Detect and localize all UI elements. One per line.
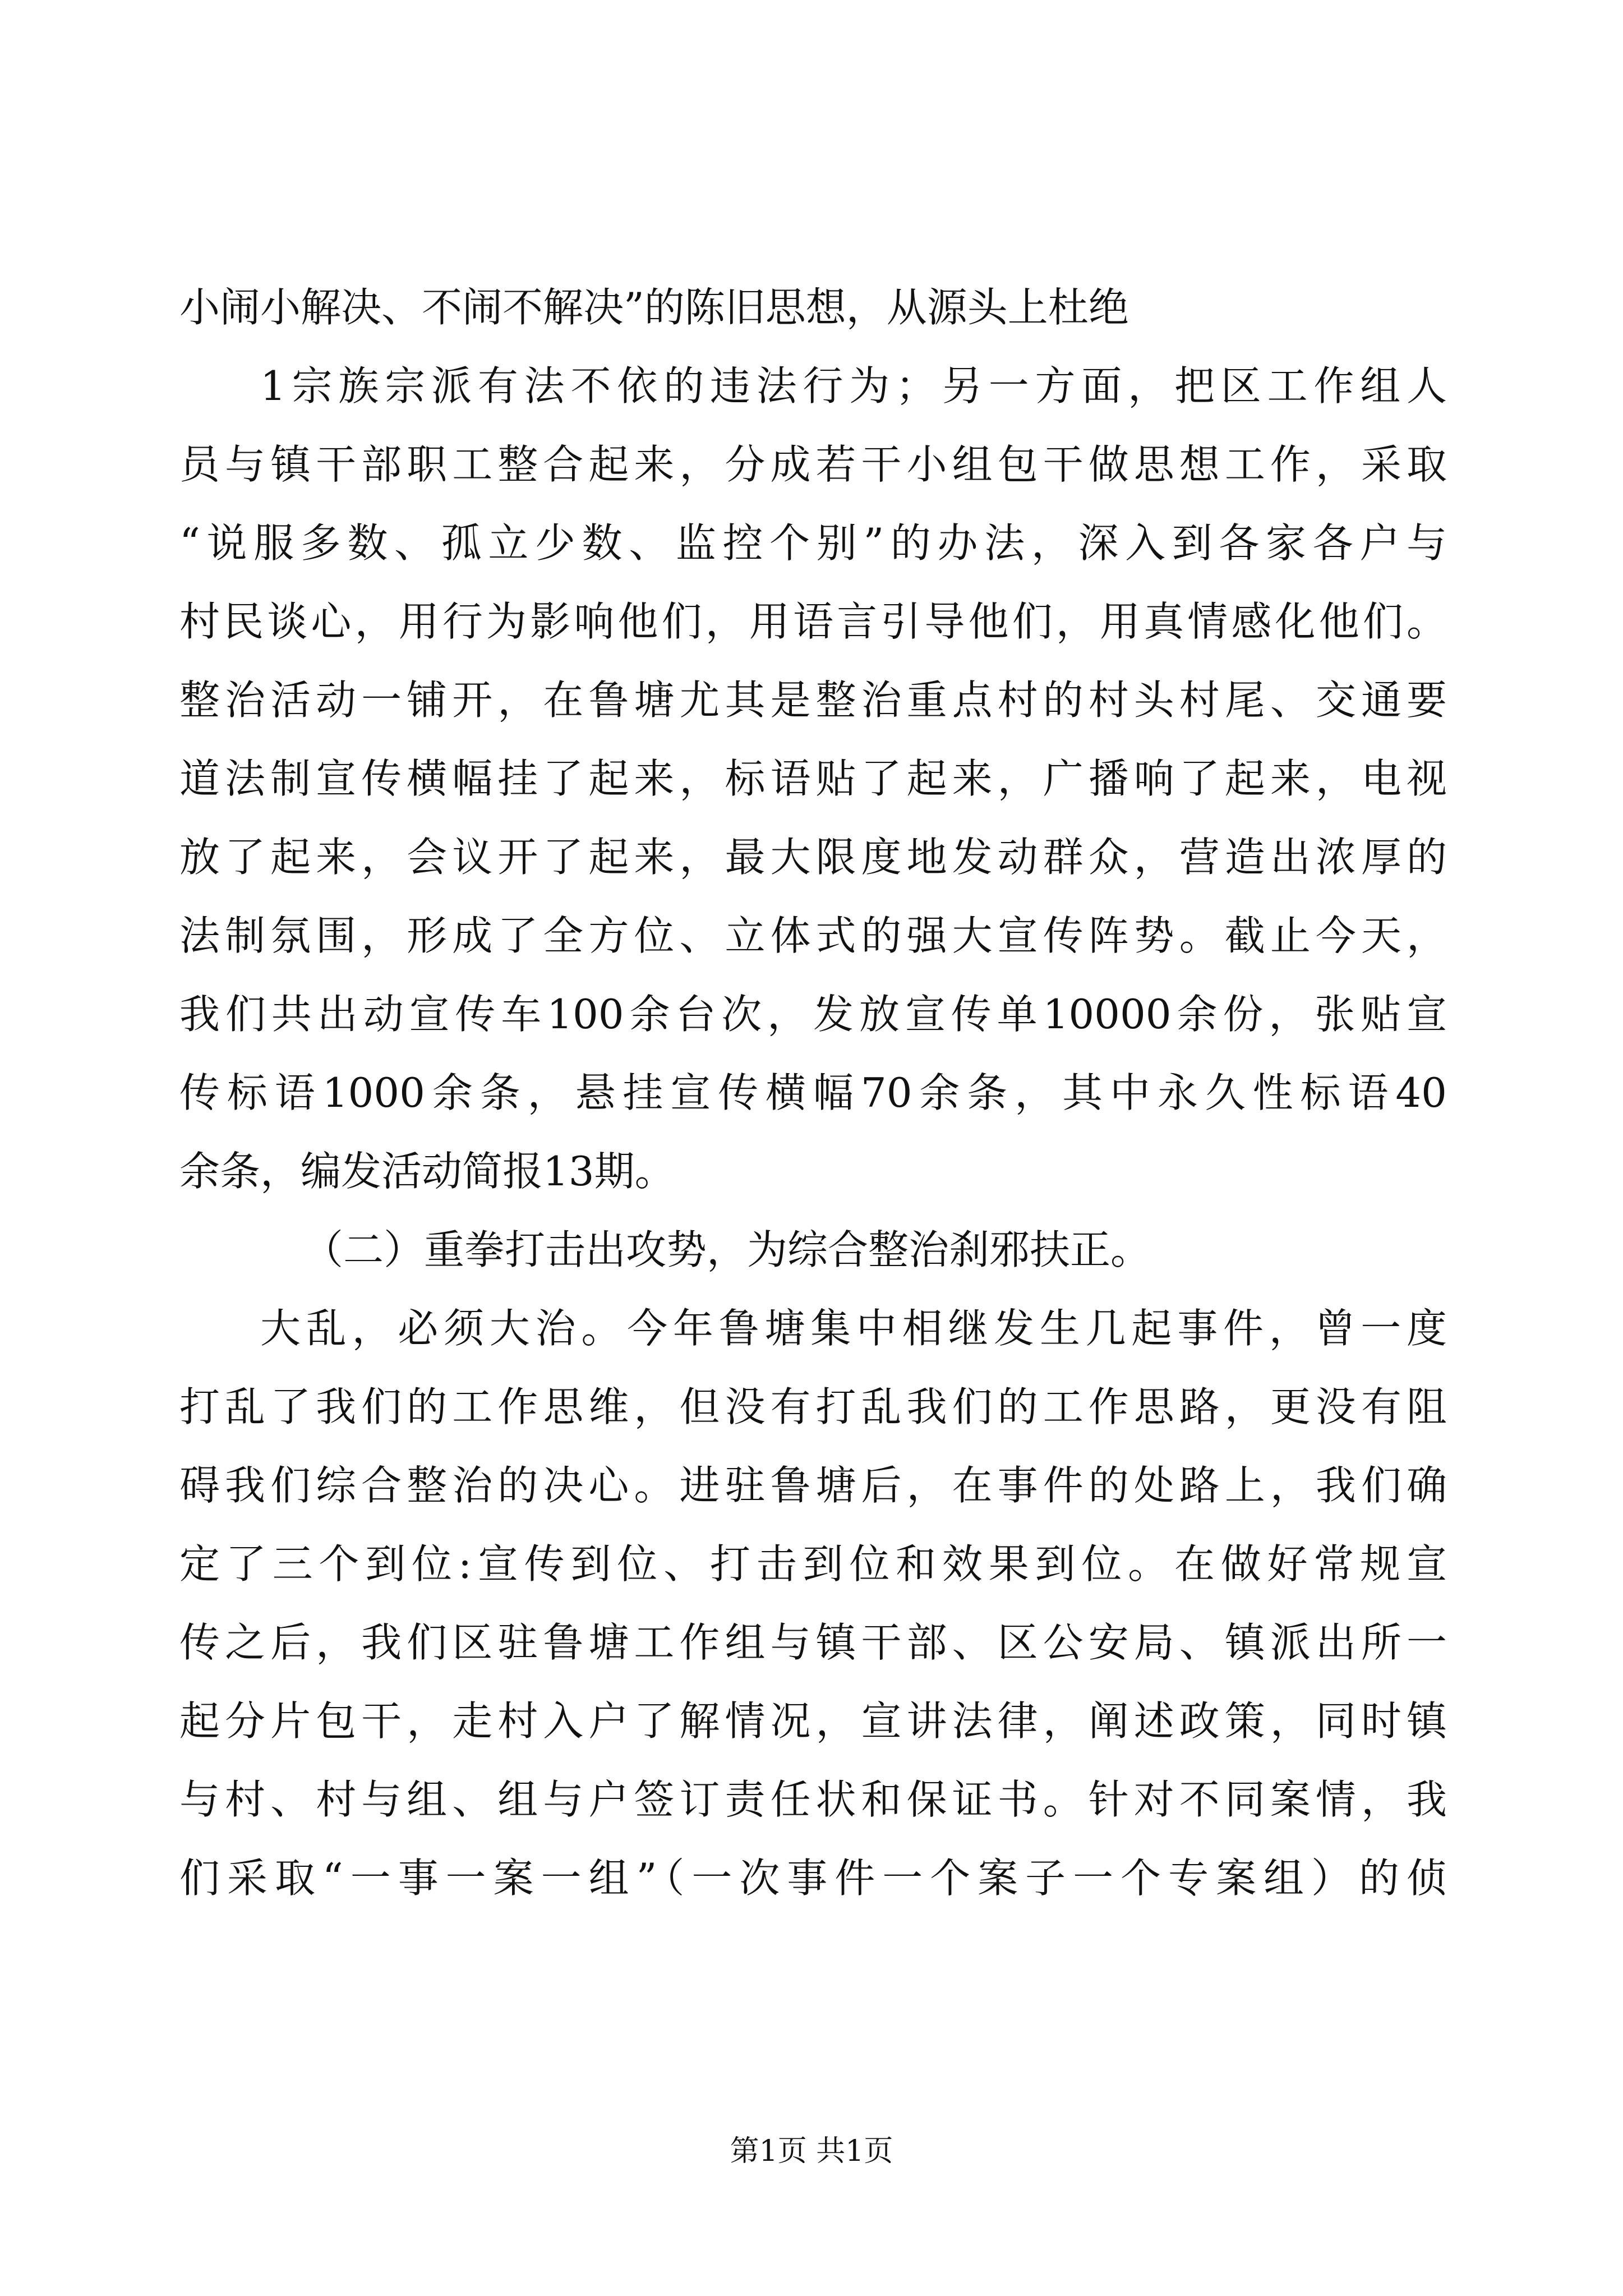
body-text-line-21: 们采取“一事一案一组”（一次事件一个案子一个专案组）的侦 [179, 1855, 1447, 1902]
page-footer: 第1页 共1页 [730, 2134, 893, 2168]
body-text-line-20: 与村、村与组、组与户签订责任状和保证书。针对不同案情，我 [179, 1776, 1447, 1823]
body-text-line-2: 1宗族宗派有法不依的违法行为；另一方面，把区工作组人 [260, 362, 1447, 409]
body-text-line-3: 员与镇干部职工整合起来，分成若干小组包干做思想工作，采取 [179, 441, 1447, 488]
body-text-line-14: 大乱，必须大治。今年鲁塘集中相继发生几起事件，曾一度 [260, 1305, 1447, 1352]
body-text-line-19: 起分片包干，走村入户了解情况，宣讲法律，阐述政策，同时镇 [179, 1697, 1447, 1745]
body-text-line-9: 法制氛围，形成了全方位、立体式的强大宣传阵势。截止今天， [179, 912, 1447, 959]
body-text-line-8: 放了起来，会议开了起来，最大限度地发动群众，营造出浓厚的 [179, 834, 1447, 881]
body-text-line-10: 我们共出动宣传车100余台次，发放宣传单10000余份，张贴宣 [179, 991, 1447, 1038]
body-text-line-6: 整治活动一铺开，在鲁塘尤其是整治重点村的村头村尾、交通要 [179, 677, 1447, 724]
body-text-line-1: 小闹小解决、不闹不解决”的陈旧思想，从源头上杜绝 [179, 284, 1129, 331]
body-text-line-15: 打乱了我们的工作思维，但没有打乱我们的工作思路，更没有阻 [179, 1383, 1447, 1430]
body-text-line-12: 余条，编发活动简报13期。 [179, 1148, 675, 1195]
body-text-line-4: “说服多数、孤立少数、监控个别”的办法，深入到各家各户与 [179, 519, 1447, 567]
body-text-line-11: 传标语1000余条，悬挂宣传横幅70余条，其中永久性标语40 [179, 1069, 1447, 1116]
body-text-line-17: 定了三个到位:宣传到位、打击到位和效果到位。在做好常规宣 [179, 1540, 1447, 1588]
body-text-line-7: 道法制宣传横幅挂了起来，标语贴了起来，广播响了起来，电视 [179, 755, 1447, 802]
section-heading: （二）重拳打击出攻势，为综合整治刹邪扶正。 [303, 1226, 1151, 1273]
body-text-line-5: 村民谈心，用行为影响他们，用语言引导他们，用真情感化他们。 [179, 598, 1447, 645]
body-text-line-16: 碍我们综合整治的决心。进驻鲁塘后，在事件的处路上，我们确 [179, 1462, 1447, 1509]
body-text-line-18: 传之后，我们区驻鲁塘工作组与镇干部、区公安局、镇派出所一 [179, 1619, 1447, 1666]
